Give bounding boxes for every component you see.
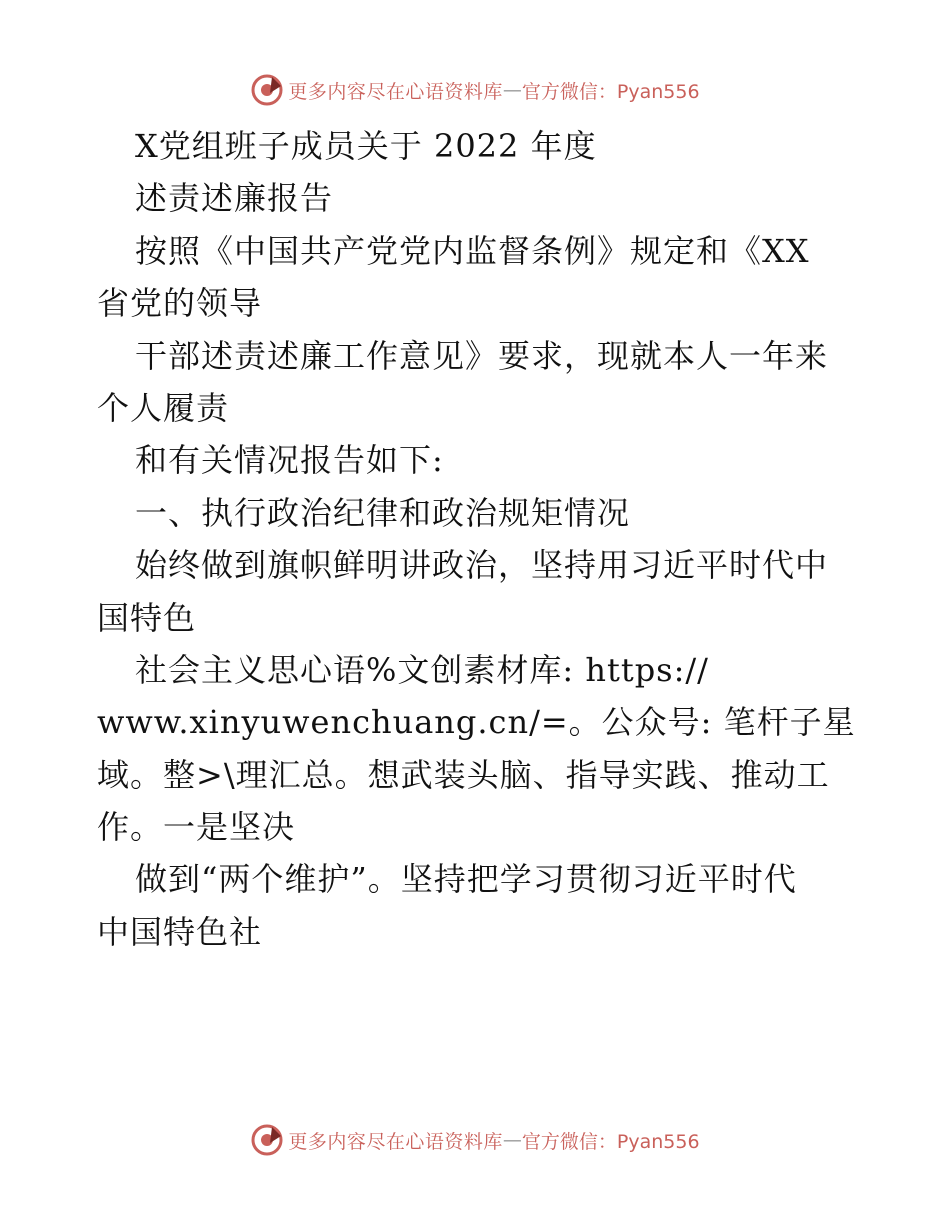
brand-logo-icon [250,1123,284,1157]
doc-line: 按照《中国共产党党内监督条例》规定和《XX [135,231,810,270]
doc-line: X党组班子成员关于 2022 年度 [135,127,597,165]
doc-line: 做到“两个维护”。坚持把学习贯彻习近平时代 [135,860,797,899]
banner-text: 更多内容尽在心语资料库 [288,1130,503,1153]
doc-line: 中国特色社 [97,912,263,951]
banner-text: 更多内容尽在心语资料库 [288,80,503,103]
doc-line: 个人履责 [97,388,230,427]
doc-line: 述责述廉报告 [135,179,334,218]
banner-separator: — [502,79,522,101]
doc-line: 一、执行政治纪律和政治规矩情况 [135,493,631,532]
header-banner [0,70,950,110]
doc-line: 国特色 [97,598,197,637]
doc-line: www.xinyuwenchuang.cn/=。公众号: 笔杆子星 [97,703,856,742]
doc-line: 域。整>\理汇总。想武装头脑、指导实践、推动工 [97,755,830,794]
footer-banner [0,1120,950,1160]
document-body [97,120,857,958]
brand-logo-icon [250,73,284,107]
doc-line: 省党的领导 [97,284,263,323]
doc-line: 作。一是坚决 [97,808,296,847]
doc-line: 干部述责述廉工作意见》要求，现就本人一年来 [135,336,829,375]
banner-separator: — [502,1129,522,1151]
banner-contact: 官方微信：Pyan556 [521,80,700,103]
doc-line: 社会主义思心语%文创素材库: https:// [135,650,709,689]
banner-contact: 官方微信：Pyan556 [521,1130,700,1153]
doc-line: 始终做到旗帜鲜明讲政治，坚持用习近平时代中 [135,546,829,585]
doc-line: 和有关情况报告如下: [135,441,444,480]
